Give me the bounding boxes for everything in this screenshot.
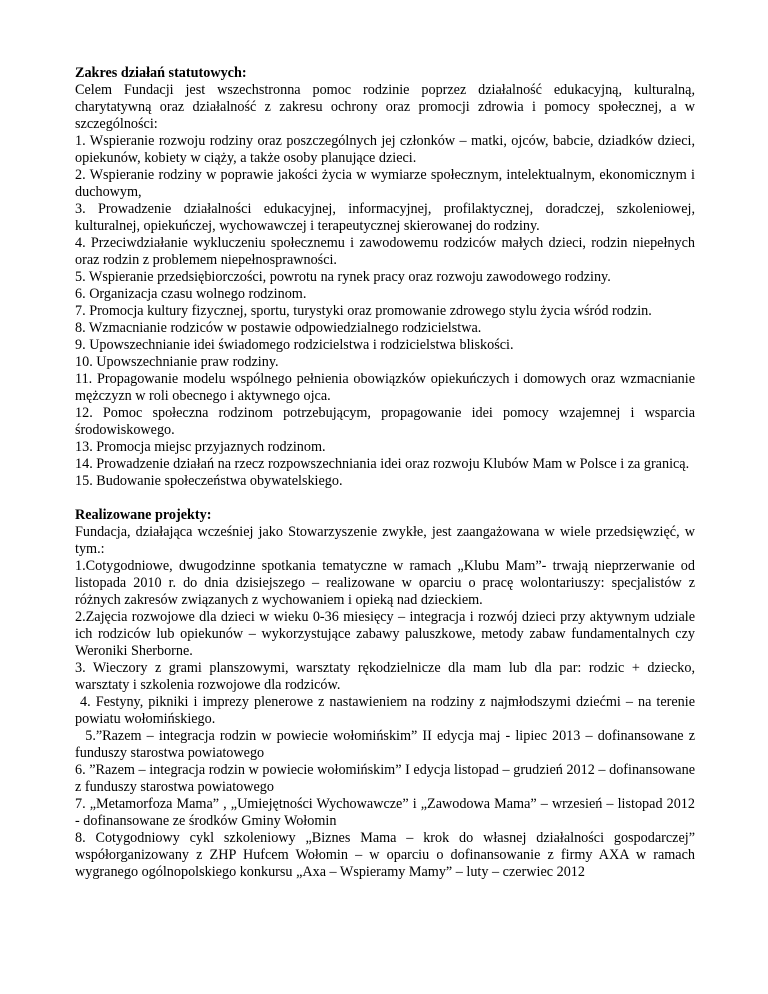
- list-item: 5.”Razem – integracja rodzin w powiecie wołomińskim” II edycja maj - lipiec 2013 – dofinansowane z funduszy starostwa powiatowego: [75, 728, 699, 761]
- list-item: 8. Cotygodniowy cykl szkoleniowy „Biznes Mama – krok do własnej działalności gospodarczej” współorganizowany z ZHP Hufcem Wołomin – w oparciu o dofinansowanie z firmy AXA w ramach wygranego ogólnopolskiego konkursu „Axa – Wspieramy Mamy” – luty – czerwiec 2012: [75, 830, 695, 880]
- list-item: 4. Przeciwdziałanie wykluczeniu społecznemu i zawodowemu rodziców małych dzieci, rodzin niepełnych oraz rodzin z problemem niepełnosprawności.: [75, 235, 695, 268]
- section-intro: Celem Fundacji jest wszechstronna pomoc rodzinie poprzez działalność edukacyjną, kulturalną, charytatywną oraz działalność z zakresu ochrony oraz promocji zdrowia i pomocy społecznej, a w szczególności:: [75, 82, 695, 132]
- list-item: 3. Wieczory z grami planszowymi, warsztaty rękodzielnicze dla mam lub dla par: rodzic + dziecko, warsztaty i szkolenia rozwojowe dla rodziców.: [75, 660, 695, 693]
- list-item: 8. Wzmacnianie rodziców w postawie odpowiedzialnego rodzicielstwa.: [75, 320, 482, 336]
- list-item: 7. „Metamorfoza Mama” , „Umiejętności Wychowawcze” i „Zawodowa Mama” – wrzesień – listopad 2012 - dofinansowane ze środków Gminy Wołomin: [75, 796, 695, 829]
- list-item: 7. Promocja kultury fizycznej, sportu, turystyki oraz promowanie zdrowego stylu życia wśród rodzin.: [75, 303, 652, 319]
- list-item: 14. Prowadzenie działań na rzecz rozpowszechniania idei oraz rozwoju Klubów Mam w Polsce i za granicą.: [75, 456, 690, 472]
- list-item: 1. Wspieranie rozwoju rodziny oraz poszczególnych jej członków – matki, ojców, babcie, dziadków dzieci, opiekunów, kobiety w ciąży, a także osoby planujące dzieci.: [75, 133, 695, 166]
- list-item: 2. Wspieranie rodziny w poprawie jakości życia w wymiarze społecznym, intelektualnym, ekonomicznym i duchowym,: [75, 167, 695, 200]
- section-heading: Zakres działań statutowych:: [75, 65, 247, 81]
- list-item: 3. Prowadzenie działalności edukacyjnej, informacyjnej, profilaktycznej, doradczej, szkoleniowej, kulturalnej, opiekuńczej, wychowawczej i terapeutycznej skierowanej do rodziny.: [75, 201, 695, 234]
- document-page: [75, 65, 699, 898]
- list-item: 12. Pomoc społeczna rodzinom potrzebującym, propagowanie idei pomocy wzajemnej i wsparcia środowiskowego.: [75, 405, 695, 438]
- list-item: 1.Cotygodniowe, dwugodzinne spotkania tematyczne w ramach „Klubu Mam”- trwają nieprzerwanie od listopada 2010 r. do dnia dzisiejszego – realizowane w oparciu o pracę wolontariuszy: specjalistów z różnych zakresów związanych z wychowaniem i opieką nad dzieckiem.: [75, 558, 695, 608]
- list-item: 6. ”Razem – integracja rodzin w powiecie wołomińskim” I edycja listopad – grudzień 2012 – dofinansowane z funduszy starostwa powiatowego: [75, 762, 695, 795]
- section-heading: Realizowane projekty:: [75, 507, 212, 523]
- projects-section: [75, 507, 699, 881]
- statutory-activities-section: [75, 65, 695, 490]
- list-item: 15. Budowanie społeczeństwa obywatelskiego.: [75, 473, 343, 489]
- list-item: 13. Promocja miejsc przyjaznych rodzinom.: [75, 439, 326, 455]
- section-intro: Fundacja, działająca wcześniej jako Stowarzyszenie zwykłe, jest zaangażowana w wiele przedsięwzięć, w tym.:: [75, 524, 695, 557]
- list-item: 9. Upowszechnianie idei świadomego rodzicielstwa i rodzicielstwa bliskości.: [75, 337, 514, 353]
- list-item: 2.Zajęcia rozwojowe dla dzieci w wieku 0-36 miesięcy – integracja i rozwój dzieci przy aktywnym udziale ich rodziców lub opiekunów – wykorzystujące zabawy paluszkowe, metody zabaw fundamentalnych czy Weroniki Sherborne.: [75, 609, 695, 659]
- list-item: 6. Organizacja czasu wolnego rodzinom.: [75, 286, 307, 302]
- list-item: 10. Upowszechnianie praw rodziny.: [75, 354, 279, 370]
- list-item: 5. Wspieranie przedsiębiorczości, powrotu na rynek pracy oraz rozwoju zawodowego rodziny.: [75, 269, 611, 285]
- list-item: 4. Festyny, pikniki i imprezy plenerowe z nastawieniem na rodziny z najmłodszymi dziećmi – na terenie powiatu wołomińskiego.: [75, 694, 699, 727]
- list-item: 11. Propagowanie modelu wspólnego pełnienia obowiązków opiekuńczych i domowych oraz wzmacnianie mężczyzn w roli obecnego i aktywnego ojca.: [75, 371, 695, 404]
